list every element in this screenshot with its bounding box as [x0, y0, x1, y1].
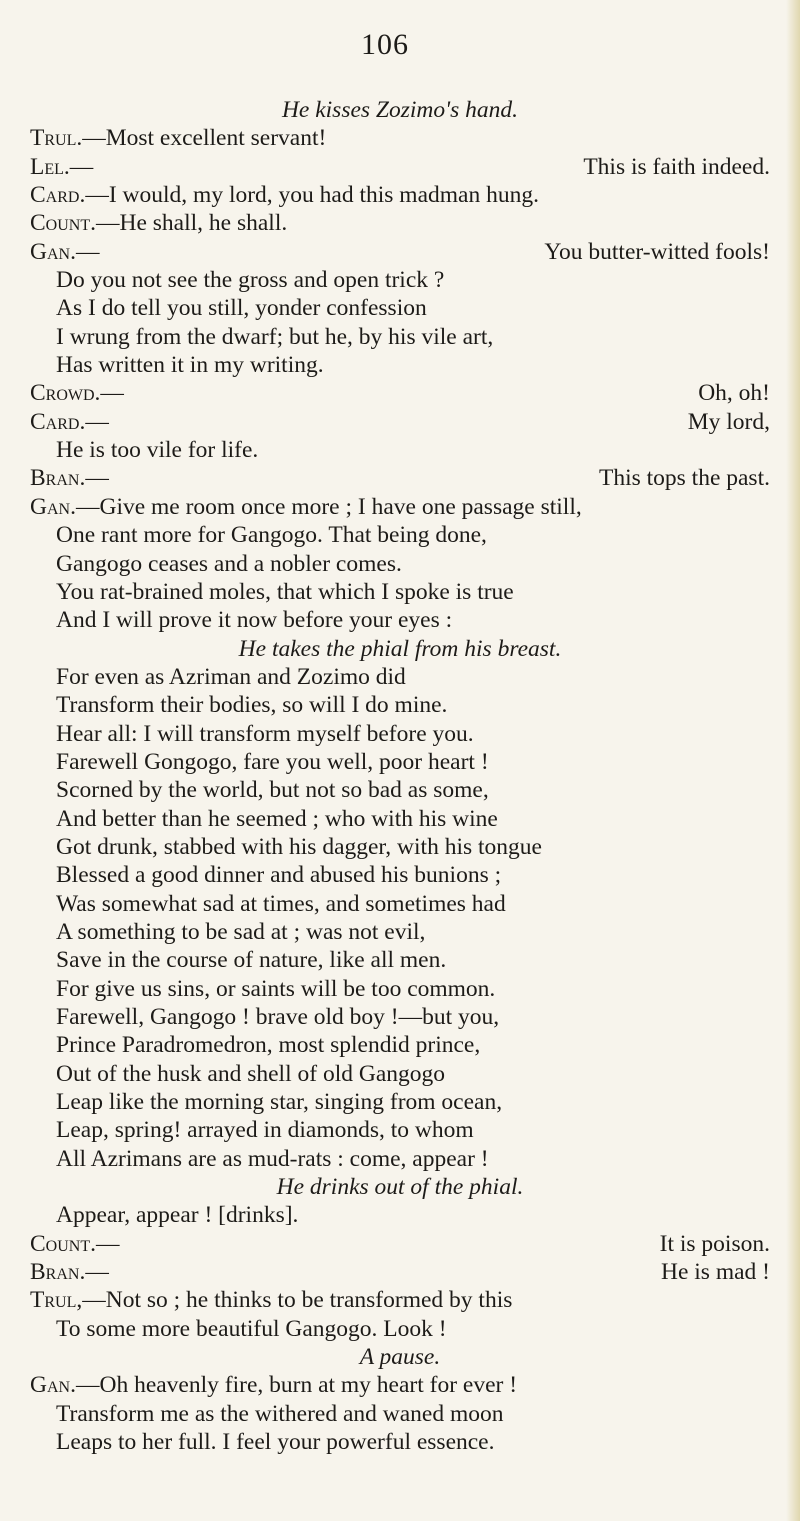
page-edge: [786, 0, 800, 1521]
speech-text: —Give me room once more ; I have one passage still,: [75, 493, 582, 520]
text-line: To some more beautiful Gangogo. Look !: [56, 1315, 447, 1342]
speaker-name: Trul,: [30, 1287, 83, 1314]
text-line: Gangogo ceases and a nobler comes.: [56, 550, 402, 577]
text-line: Blessed a good dinner and abused his bunions ;: [56, 862, 502, 889]
speech-text: —I would, my lord, you had this madman hung.: [85, 182, 539, 209]
text-line: [30, 464, 770, 492]
speech-text: —Oh heavenly fire, burn at my heart for ever !: [75, 1372, 518, 1399]
speech-text: My lord,: [687, 408, 770, 435]
speech-text: It is poison.: [659, 1230, 770, 1257]
text-line: Scorned by the world, but not so bad as some,: [56, 777, 489, 804]
text-line: Was somewhat sad at times, and sometimes had: [56, 890, 506, 917]
text-line: He is too vile for life.: [56, 437, 259, 464]
text-line: Leaps to her full. I feel your powerful essence.: [56, 1429, 495, 1456]
text-line: Prince Paradromedron, most splendid prince,: [56, 1032, 481, 1059]
text-line: A pause.: [359, 1344, 441, 1371]
text-line: Transform me as the withered and waned moon: [56, 1400, 504, 1427]
text-line: He takes the phial from his breast.: [238, 635, 562, 662]
speaker-name: Gan.: [30, 493, 76, 520]
text-line: And I will prove it now before your eyes :: [56, 607, 453, 634]
text-line: For even as Azriman and Zozimo did: [56, 663, 406, 690]
speech-text: This is faith indeed.: [583, 153, 770, 180]
text-line: He kisses Zozimo's hand.: [281, 97, 519, 123]
speech-text: —He shall, he shall.: [96, 210, 288, 237]
speaker-name: Count.—: [30, 1230, 120, 1257]
speaker-name: Trul.: [30, 125, 83, 152]
speech-text: —Not so ; he thinks to be transformed by this: [82, 1287, 513, 1314]
text-line: Has written it in my writing.: [56, 352, 324, 379]
text-line: Hear all: I will transform myself before you.: [56, 720, 474, 747]
text-line: Farewell, Gangogo ! brave old boy !—but you,: [56, 1004, 500, 1030]
speech-text: Oh, oh!: [698, 380, 770, 407]
speaker-name: Gan.: [30, 1372, 76, 1399]
text-line: Appear, appear ! [drinks].: [56, 1202, 299, 1229]
text-line: Farewell Gongogo, fare you well, poor heart !: [56, 748, 489, 775]
text-line: [30, 379, 770, 407]
text-line: He drinks out of the phial.: [276, 1174, 524, 1201]
text-line: You rat-brained moles, that which I spoke is true: [56, 578, 514, 605]
text-line: [30, 1286, 770, 1314]
text-line: Do you not see the gross and open trick ?: [56, 267, 445, 294]
text-line: A something to be sad at ; was not evil,: [56, 918, 426, 945]
speech-text: You butter-witted fools!: [544, 238, 770, 265]
play-text: [30, 96, 770, 1457]
speaker-name: Crowd.—: [30, 380, 124, 407]
text-line: For give us sins, or saints will be too common.: [56, 975, 496, 1002]
speech-text: —Most excellent servant!: [82, 125, 327, 152]
text-line: [30, 181, 770, 209]
text-line: As I do tell you still, yonder confession: [56, 295, 427, 322]
text-line: [30, 493, 770, 521]
text-line: [30, 1371, 770, 1399]
text-line: All Azrimans are as mud-rats : come, appear !: [56, 1145, 489, 1172]
text-line: Got drunk, stabbed with his dagger, with his tongue: [56, 833, 542, 860]
text-line: Out of the husk and shell of old Gangogo: [56, 1060, 446, 1087]
text-line: Leap, spring! arrayed in diamonds, to whom: [56, 1117, 474, 1144]
text-line: I wrung from the dwarf; but he, by his vile art,: [56, 323, 494, 350]
speaker-name: Gan.—: [30, 238, 100, 265]
text-line: [30, 209, 770, 237]
text-line: [30, 1258, 770, 1286]
text-line: [30, 408, 770, 436]
speaker-name: Card.—: [30, 408, 109, 435]
text-line: One rant more for Gangogo. That being done,: [56, 522, 487, 549]
speaker-name: Count.: [30, 210, 96, 237]
speech-text: He is mad !: [661, 1259, 770, 1286]
text-line: Leap like the morning star, singing from ocean,: [56, 1089, 503, 1116]
page-number: 106: [361, 28, 409, 61]
speaker-name: Lel.—: [30, 153, 94, 180]
text-line: And better than he seemed ; who with his wine: [56, 805, 498, 832]
speaker-name: Bran.—: [30, 1259, 109, 1286]
text-line: Save in the course of nature, like all men.: [56, 947, 447, 974]
text-line: Transform their bodies, so will I do mine.: [56, 692, 448, 719]
text-line: [30, 153, 770, 181]
speaker-name: Bran.—: [30, 465, 109, 492]
text-line: [30, 238, 770, 266]
text-line: [30, 124, 770, 152]
speaker-name: Card.: [30, 182, 86, 209]
speech-text: This tops the past.: [598, 465, 770, 492]
text-line: [30, 1230, 770, 1258]
